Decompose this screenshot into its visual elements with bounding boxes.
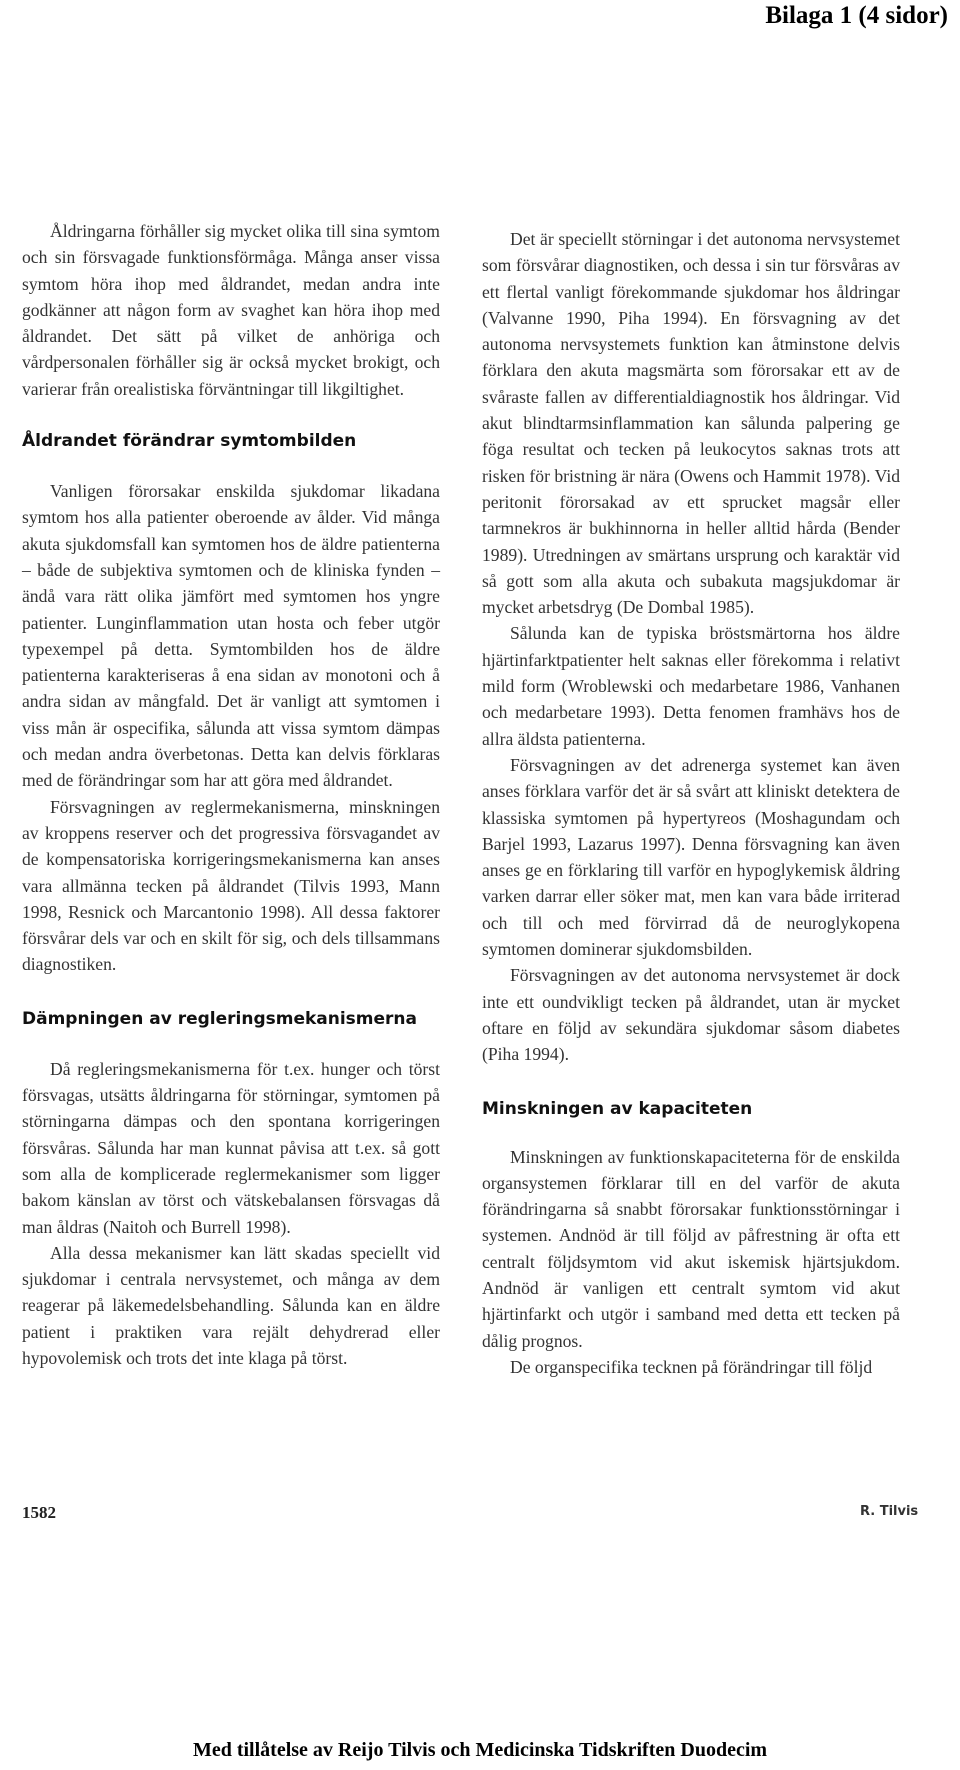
body-paragraph: Minskningen av funktionskapaciteterna för de enskilda organsystemen förklarar till en del varför de akuta förändringarna så snabbt förorsakar funktionsstörningar i systemen. Andnöd är till följd av påfrestning är ofta ett centralt följdsymtom vid akut iskemisk hjärtsjukdom. Andnöd är vanligen ett centralt symtom vid akut hjärtinfarkt och utgör i samband med detta ett tecken på dålig prognos.: [482, 1146, 900, 1351]
body-paragraph: Det är speciellt störningar i det autonoma nervsystemet som försvårar diagnostiken, och dessa i sin tur försvåras av ett flertal vanligt förekommande sjukdomar hos åldringar (Valvanne 1990, Piha 1994). En försvagning av det autonoma nervsystemets funktion kan åtminstone delvis förklara den akuta magsmärta som förorsakar ett av de svåraste fallen av differentialdiagnostik hos åldringar. Vid akut blindtarmsinflammation kan sålunda palpering ge föga resultat och tecken på leukocytos saknas trots att risken för bristning är nära (Owens och Hammit 1978). Vid peritonit förorsakad av ett sprucket magsår eller tarmnekros är bukhinnorna in heller alltid hårda (Bender 1989). Utredningen av smärtans ursprung och karaktär vid så gott som alla akuta och subakuta magsjukdomar är mycket arbetsdryg (De Dombal 1985).: [482, 229, 900, 618]
section-heading-regulation: Dämpningen av regleringsmekanismerna: [22, 1008, 418, 1029]
body-paragraph: Försvagningen av det autonoma nervsystemet är dock inte ett oundvikligt tecken på åldrandet, utan är mycket oftare en följd av sekundära sjukdomar såsom diabetes (Piha 1994).: [482, 965, 900, 1065]
left-column: [22, 218, 440, 1371]
body-paragraph: Försvagningen av reglermekanismerna, minskningen av kroppens reserver och det progressiva försvagandet av de kompensatoriska korrigeringsmekanismerna kan anses vara allmänna tecken på åldrandet (Tilvis 1993, Mann 1998, Resnick och Marcantonio 1998). All dessa faktorer försvårar dels var och en skilt för sig, och dels tillsammans diagnostiken.: [22, 796, 440, 975]
body-paragraph: De organspecifika tecknen på förändringar till följd: [510, 1356, 873, 1377]
body-paragraph: Då regleringsmekanismerna för t.ex. hunger och törst försvagas, utsätts åldringarna för störningar, symtomen på störningarna dämpas och den spontana korrigeringen försvåras. Sålunda har man kunnat påvisa att t.ex. så gott som alla de komplicerade reglermekanismer som ligger bakom känslan av törst och vätskebalansen försvagas då man åldras (Naitoh och Burrell 1998).: [22, 1058, 440, 1237]
section-heading-capacity: Minskningen av kapaciteten: [482, 1098, 753, 1119]
section-heading-symptom-picture: Åldrandet förändrar symtombilden: [22, 431, 357, 452]
body-paragraph: Sålunda kan de typiska bröstsmärtorna hos äldre hjärtinfarktpatienter helt saknas eller förekomma i relativt mild form (Wroblewski och medarbetare 1986, Vanhanen och medarbetare 1993). Detta fenomen framhävs hos de allra äldsta patienterna.: [482, 623, 900, 749]
body-paragraph: Alla dessa mekanismer kan lätt skadas speciellt vid sjukdomar i centrala nervsystemet, och många av dem reagerar på läkemedelsbehandling. Sålunda kan en äldre patient i praktiken vara rejält dehydrerad eller hypovolemisk och trots det inte klaga på törst.: [22, 1242, 440, 1368]
body-paragraph: Vanligen förorsakar enskilda sjukdomar likadana symtom hos alla patienter oberoende av ålder. Vid många akuta sjukdomsfall kan symtomen hos de äldre patienterna – både de subjektiva symtomen och de kliniska fynden – ändå vara rätt olika jämfört med symtomen hos yngre patienter. Lunginflammation utan hosta och feber utgör typexempel på detta. Symtombilden hos de äldre patienterna karakteriseras å ena sidan av monotoni och å andra sidan av mångfald. Det är vanligt att symtomen i viss mån är ospecifika, sålunda att vissa symtom dämpas och medan andra överbetonas. Detta kan delvis förklaras med de förändringar som har att göra med åldrandet.: [22, 481, 440, 791]
author-name: R. Tilvis: [860, 1504, 919, 1519]
body-paragraph: Försvagningen av det adrenerga systemet kan även anses förklara varför det är så svårt att kliniskt detektera de klassiska symtomen på hypertyreos (Moshagundam och Barjel 1993, Lazarus 1997). Denna försvagning kan även anses ge en förklaring till varför en hypoglykemisk åldring varken darrar eller söker mat, men kan vara både irriterad och till och med förvirrad då de neuroglykopena symtomen dominerar sjukdomsbilden.: [482, 754, 900, 960]
right-column: [482, 226, 900, 1380]
intro-paragraph: Åldringarna förhåller sig mycket olika till sina symtom och sin försvagade funktionsförmåga. Många anser vissa symtom höra ihop med åldrandet, medan andra inte godkänner att någon form av svaghet kan höra ihop med åldrandet. Det sätt på vilket de anhöriga och vårdpersonalen förhåller sig är också mycket brokigt, och varierar från orealistiska förväntningar till likgiltighet.: [22, 221, 440, 399]
page-number: 1582: [22, 1503, 56, 1522]
attachment-label: Bilaga 1 (4 sidor): [765, 2, 948, 29]
permission-credit: Med tillåtelse av Reijo Tilvis och Medicinska Tidskriften Duodecim: [192, 1739, 768, 1761]
